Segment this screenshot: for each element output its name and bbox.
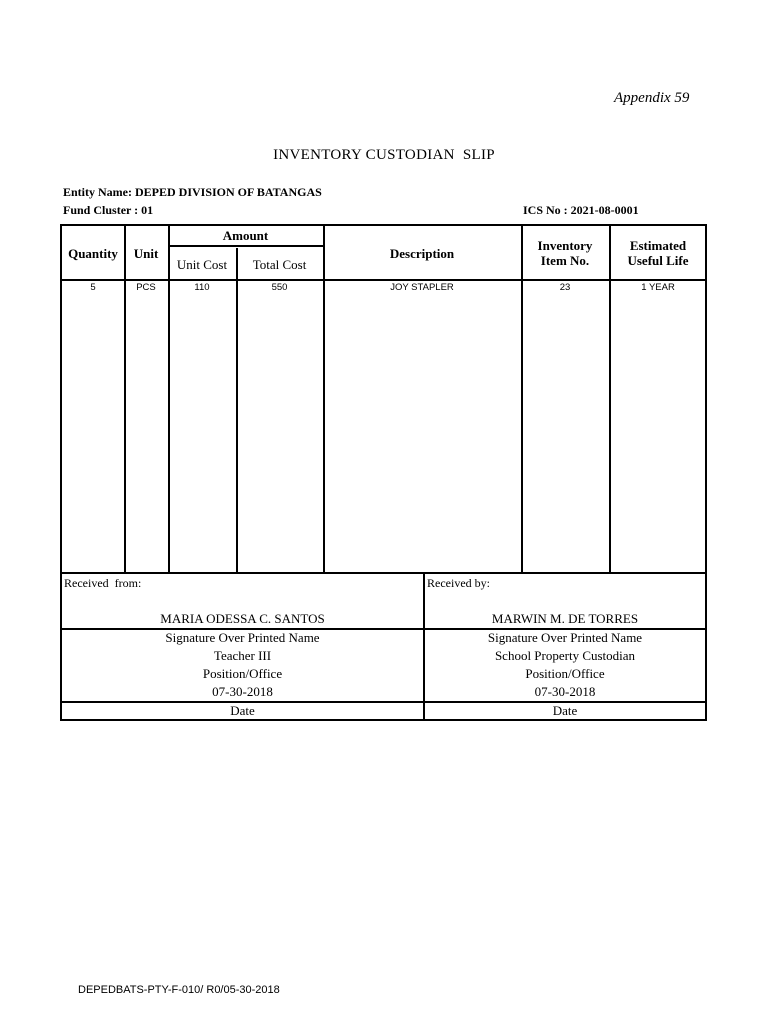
received-by-name-caption: Signature Over Printed Name	[487, 630, 643, 645]
fund-cluster-label: Fund Cluster :	[63, 203, 142, 217]
amount-rule	[168, 245, 323, 247]
entity-name-value: DEPED DIVISION OF BATANGAS	[135, 185, 322, 199]
form-code-footer: DEPEDBATS-PTY-F-010/ R0/05-30-2018	[78, 984, 280, 996]
received-from-position-caption: Position/Office	[202, 666, 283, 681]
header-total-cost: Total Cost	[252, 257, 307, 272]
header-bottom-rule	[62, 279, 705, 281]
column-divider	[168, 226, 170, 572]
received-from-label: Received from:	[64, 576, 142, 590]
header-inventory-line-1: Inventory	[537, 238, 593, 253]
items-table	[60, 224, 707, 574]
header-useful-life-line-2: Useful Life	[627, 253, 689, 268]
cell-total-cost: 550	[271, 282, 288, 293]
received-by-date: 07-30-2018	[534, 684, 596, 699]
column-divider	[521, 226, 523, 572]
received-from-name: MARIA ODESSA C. SANTOS	[160, 611, 325, 626]
appendix-label: Appendix 59	[614, 90, 690, 106]
signature-block	[60, 572, 707, 721]
header-description: Description	[389, 246, 455, 261]
column-divider	[323, 226, 325, 572]
document-title: INVENTORY CUSTODIAN SLIP	[273, 147, 495, 163]
received-from-position: Teacher III	[213, 648, 272, 663]
column-divider	[609, 226, 611, 572]
ics-number-value: 2021-08-0001	[570, 203, 639, 217]
received-by-position-caption: Position/Office	[525, 666, 605, 681]
column-divider	[236, 248, 238, 572]
cell-unit: PCS	[136, 282, 156, 293]
column-divider	[124, 226, 126, 572]
entity-name	[63, 185, 322, 200]
cell-unit-cost: 110	[194, 282, 210, 293]
cell-description: JOY STAPLER	[390, 282, 454, 293]
cell-useful-life: 1 YEAR	[641, 282, 675, 293]
header-useful-life	[609, 238, 707, 268]
received-from-date: 07-30-2018	[212, 684, 273, 699]
header-unit: Unit	[133, 246, 159, 261]
fund-cluster-value: 01	[141, 203, 154, 217]
header-quantity: Quantity	[68, 246, 118, 261]
received-by-name: MARWIN M. DE TORRES	[491, 611, 639, 626]
entity-name-label: Entity Name:	[63, 185, 135, 199]
received-by-date-caption: Date	[552, 703, 578, 718]
received-by-label: Received by:	[427, 576, 490, 590]
cell-item-no: 23	[559, 282, 571, 293]
header-inventory-item-no	[521, 238, 609, 268]
ics-number-label: ICS No :	[523, 203, 571, 217]
fund-cluster	[63, 203, 153, 218]
header-unit-cost: Unit Cost	[176, 257, 228, 272]
ics-number	[523, 203, 639, 218]
received-by-position: School Property Custodian	[494, 648, 636, 663]
header-amount: Amount	[222, 228, 269, 243]
received-from-name-caption: Signature Over Printed Name	[165, 630, 320, 645]
header-inventory-line-2: Item No.	[540, 253, 590, 268]
cell-quantity: 5	[90, 282, 96, 293]
received-from-date-caption: Date	[230, 703, 255, 718]
header-useful-life-line-1: Estimated	[629, 238, 687, 253]
